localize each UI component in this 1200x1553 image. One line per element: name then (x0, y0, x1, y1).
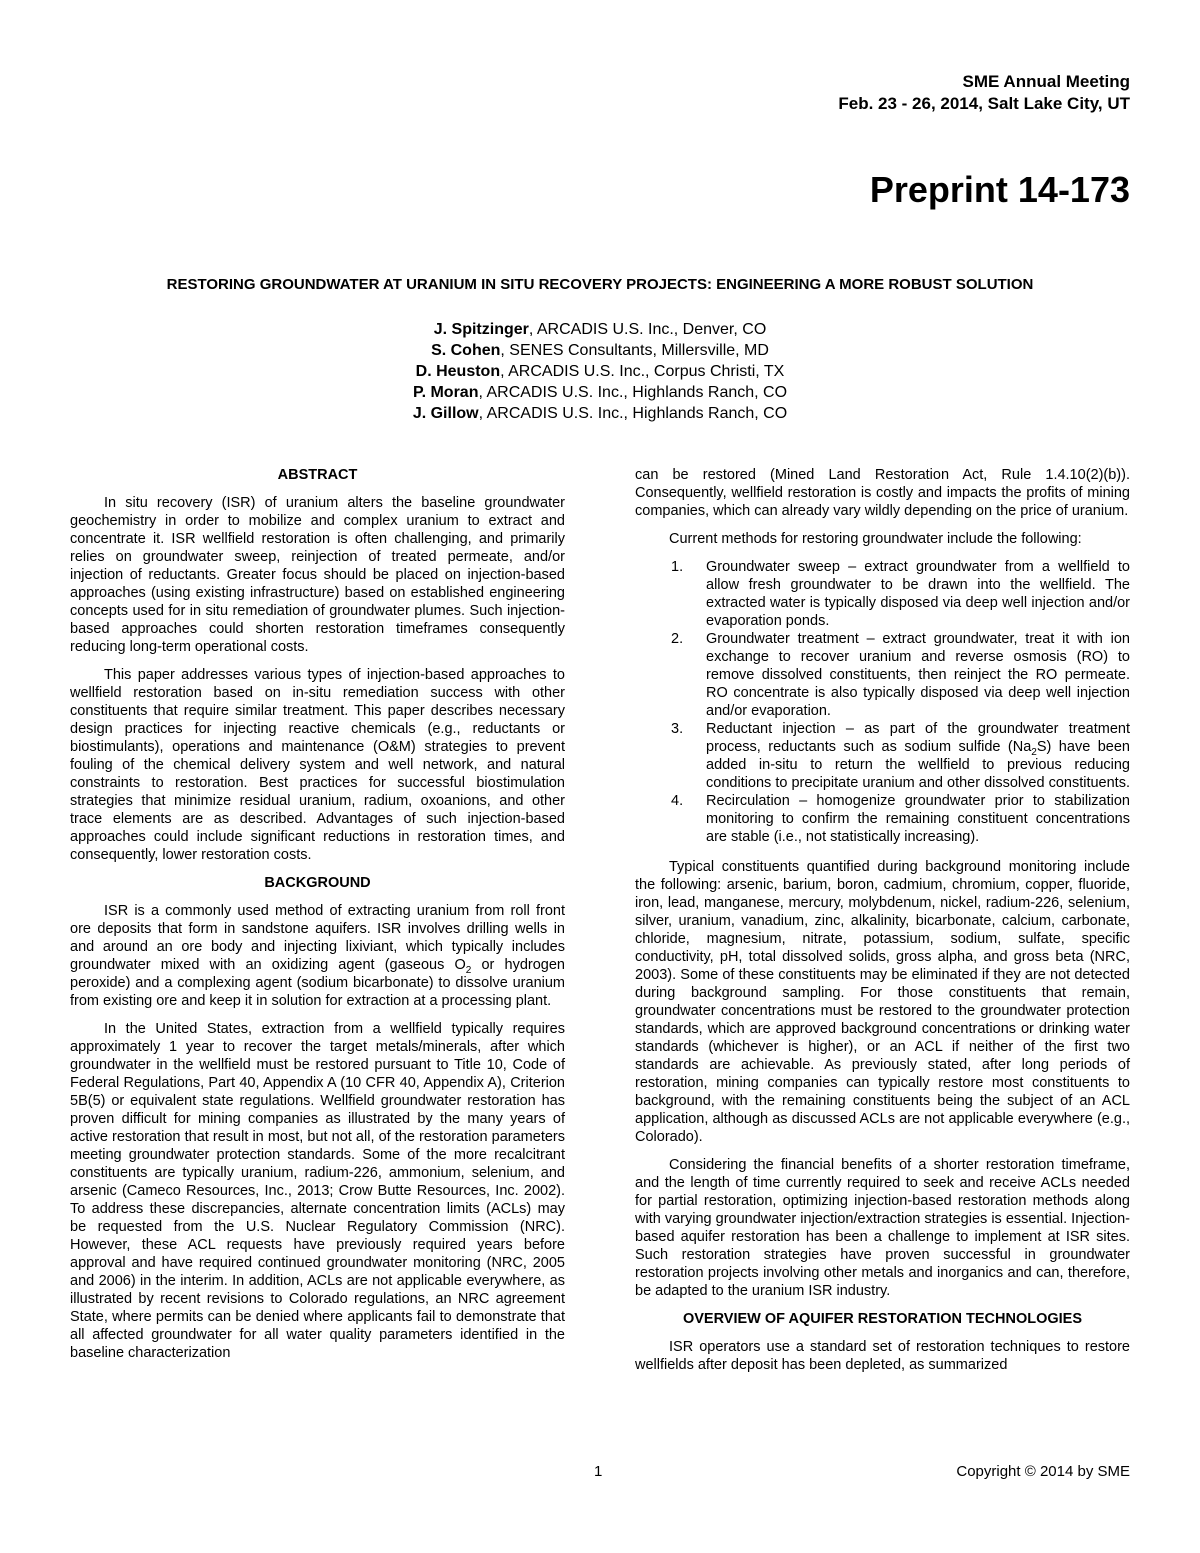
list-number: 1. (671, 559, 684, 575)
text-run: or hydrogen peroxide) and a complexing agent (sodium bicarbonate) to dissolve uranium from existing ore and keep it in solution for extraction at a processing plant. (70, 957, 565, 1009)
author-line (70, 403, 1130, 424)
meeting-name: SME Annual Meeting (962, 72, 1130, 91)
background-heading: BACKGROUND (264, 875, 371, 891)
list-item (635, 630, 1130, 720)
text-run: ISR is a commonly used method of extracting uranium from roll front ore deposits that form in sandstone aquifers. ISR involves drilling wells in and around an ore body and injecting lixiviant, which typically includes groundwater mixed with an oxidizing agent (gaseous O (70, 903, 565, 973)
background-paragraph: Considering the financial benefits of a shorter restoration timeframe, and the length of time currently required to seek and receive ACLs needed for partial restoration, optimizing injection-based restoration methods along with varying groundwater injection/extraction strategies is essential. Injection-based aquifer restoration has been a challenge to implement at ISR sites. Such restoration strategies have proven successful in groundwater restoration projects involving other metals and inorganics and can, therefore, be adapted to the uranium ISR industry. (635, 1157, 1130, 1299)
subscript: 2 (465, 964, 472, 976)
list-item (635, 792, 1130, 846)
list-text: Groundwater treatment – extract groundwater, treat it with ion exchange to recover uranium and reverse osmosis (RO) to remove dissolved constituents, then reinject the RO permeate. RO concentrate is also typically disposed via deep well injection and/or evaporation. (706, 631, 1130, 719)
list-number: 3. (671, 721, 684, 737)
author-line (70, 382, 1130, 403)
author-name: P. Moran (412, 384, 479, 401)
background-paragraph-continued: can be restored (Mined Land Restoration Act, Rule 1.4.10(2)(b)). Consequently, wellfield restoration is costly and impacts the profits of mining companies, which can already vary wildly depending on the price of uranium. (635, 467, 1130, 519)
subscript: 2 (1031, 746, 1037, 758)
author-list (70, 319, 1130, 424)
background-paragraph: Typical constituents quantified during background monitoring include the following: arsenic, barium, boron, cadmium, chromium, copper, fluoride, iron, lead, manganese, mercury, molybdenum, nickel, radium-226, selenium, silver, uranium, vanadium, zinc, alkalinity, bicarbonate, calcium, carbonate, chloride, magnesium, nitrate, potassium, sodium, sulfate, specific conductivity, pH, total dissolved solids, gross alpha, and gross beta (NRC, 2003). Some of these constituents may be eliminated if they are not detected during background sampling. For those constituents that remain, groundwater concentrations must be restored to the groundwater protection standards, which are approved background concentrations or drinking water standards (whichever is higher), or an ACL if neither of the first two standards are achievable. As previously stated, after long periods of restoration, mining companies can typically restore most constituents to background, with the remaining constituents being the subject of an ACL application, although as discussed ACLs are not applicable everywhere (e.g., Colorado). (635, 859, 1130, 1145)
author-line (70, 340, 1130, 361)
author-affiliation: , ARCADIS U.S. Inc., Corpus Christi, TX (500, 363, 785, 380)
author-name: S. Cohen (431, 342, 501, 359)
list-text: Groundwater sweep – extract groundwater from a wellfield to allow fresh groundwater to be drawn into the wellfield. The extracted water is typically disposed via deep well injection and/or evaporation ponds. (706, 559, 1130, 629)
author-affiliation: , ARCADIS U.S. Inc., Highlands Ranch, CO (478, 384, 788, 401)
author-affiliation: , ARCADIS U.S. Inc., Highlands Ranch, CO (478, 405, 788, 422)
author-affiliation: , SENES Consultants, Millersville, MD (500, 342, 769, 359)
author-name: J. Gillow (412, 405, 479, 422)
author-line (70, 319, 1130, 340)
abstract-paragraph: This paper addresses various types of injection-based approaches to wellfield restoration based on in-situ remediation success with other constituents that require similar treatment. This paper describes necessary design practices for injecting reactive chemicals (e.g., reductants or biostimulants), operations and maintenance (O&M) strategies to prevent fouling of the chemical delivery system and well network, and natural constraints to restoration. Best practices for successful biostimulation strategies that minimize residual uranium, radium, oxoanions, and other trace elements are as described. Advantages of such injection-based approaches could include significant reductions in restoration times, and consequently, lower restoration costs. (70, 667, 565, 863)
list-item (635, 558, 1130, 630)
background-paragraph (70, 902, 565, 1010)
page-number: 1 (594, 1463, 603, 1480)
list-text: Reductant injection – as part of the groundwater treatment process, reductants such as sodium sulfide (Na (706, 721, 1130, 755)
list-item (635, 720, 1130, 792)
right-column (635, 466, 1130, 1384)
author-name: D. Heuston (415, 363, 501, 380)
list-text: Recirculation – homogenize groundwater prior to stabilization monitoring to confirm the remaining constituent concentrations are stable (i.e., not statistically increasing). (706, 793, 1130, 845)
paper-title: RESTORING GROUNDWATER AT URANIUM IN SITU RECOVERY PROJECTS: ENGINEERING A MORE ROBUST SOLUTION (166, 276, 1034, 293)
overview-heading: OVERVIEW OF AQUIFER RESTORATION TECHNOLOGIES (682, 1311, 1083, 1327)
restoration-methods-list (635, 558, 1130, 846)
list-number: 2. (671, 631, 684, 647)
abstract-heading: ABSTRACT (277, 467, 358, 483)
list-number: 4. (671, 793, 684, 809)
preprint-number: Preprint 14-173 (869, 169, 1130, 210)
background-paragraph: Current methods for restoring groundwater include the following: (669, 531, 1082, 547)
list-text: S) have been added in-situ to return the wellfield to previous reducing conditions to precipitate uranium and other dissolved constituents. (706, 739, 1130, 791)
author-affiliation: , ARCADIS U.S. Inc., Denver, CO (528, 321, 767, 338)
left-column (70, 466, 565, 1372)
copyright-notice: Copyright © 2014 by SME (956, 1463, 1130, 1480)
meeting-date-location: Feb. 23 - 26, 2014, Salt Lake City, UT (838, 94, 1130, 113)
author-line (70, 361, 1130, 382)
abstract-paragraph: In situ recovery (ISR) of uranium alters the baseline groundwater geochemistry in order to mobilize and complex uranium to extract and concentrate it. ISR wellfield restoration is often challenging, and primarily relies on groundwater sweep, reinjection of treated permeate, and/or injection of reductants. Greater focus should be placed on injection-based approaches (using existing infrastructure) based on established engineering concepts used for in situ remediation of groundwater plumes. Such injection-based approaches could shorten restoration timeframes consequently reducing long-term operational costs. (70, 495, 565, 655)
meeting-header (838, 71, 1130, 115)
background-paragraph: In the United States, extraction from a wellfield typically requires approximately 1 year to recover the target metals/minerals, after which groundwater in the wellfield must be restored pursuant to Title 10, Code of Federal Regulations, Part 40, Appendix A (10 CFR 40, Appendix A), Criterion 5B(5) or equivalent state regulations. Wellfield groundwater restoration has proven difficult for mining companies as illustrated by the many years of active restoration that result in most, but not all, of the restoration parameters meeting groundwater protection standards. Some of the more recalcitrant constituents are typically uranium, radium-226, ammonium, selenium, and arsenic (Cameco Resources, Inc., 2013; Crow Butte Resources, Inc. 2002). To address these discrepancies, alternate concentration limits (ACLs) may be requested from the U.S. Nuclear Regulatory Commission (NRC). However, these ACL requests have previously required years before approval and have required continued groundwater monitoring (NRC, 2005 and 2006) in the interim. In addition, ACLs are not applicable everywhere, as illustrated by recent revisions to Colorado regulations, an NRC agreement State, where permits can be denied where applicants fail to demonstrate that all affected groundwater for all water quality parameters identified in the baseline characterization (70, 1021, 565, 1361)
author-name: J. Spitzinger (433, 321, 529, 338)
overview-paragraph: ISR operators use a standard set of restoration techniques to restore wellfields after deposit has been depleted, as summarized (635, 1339, 1130, 1373)
